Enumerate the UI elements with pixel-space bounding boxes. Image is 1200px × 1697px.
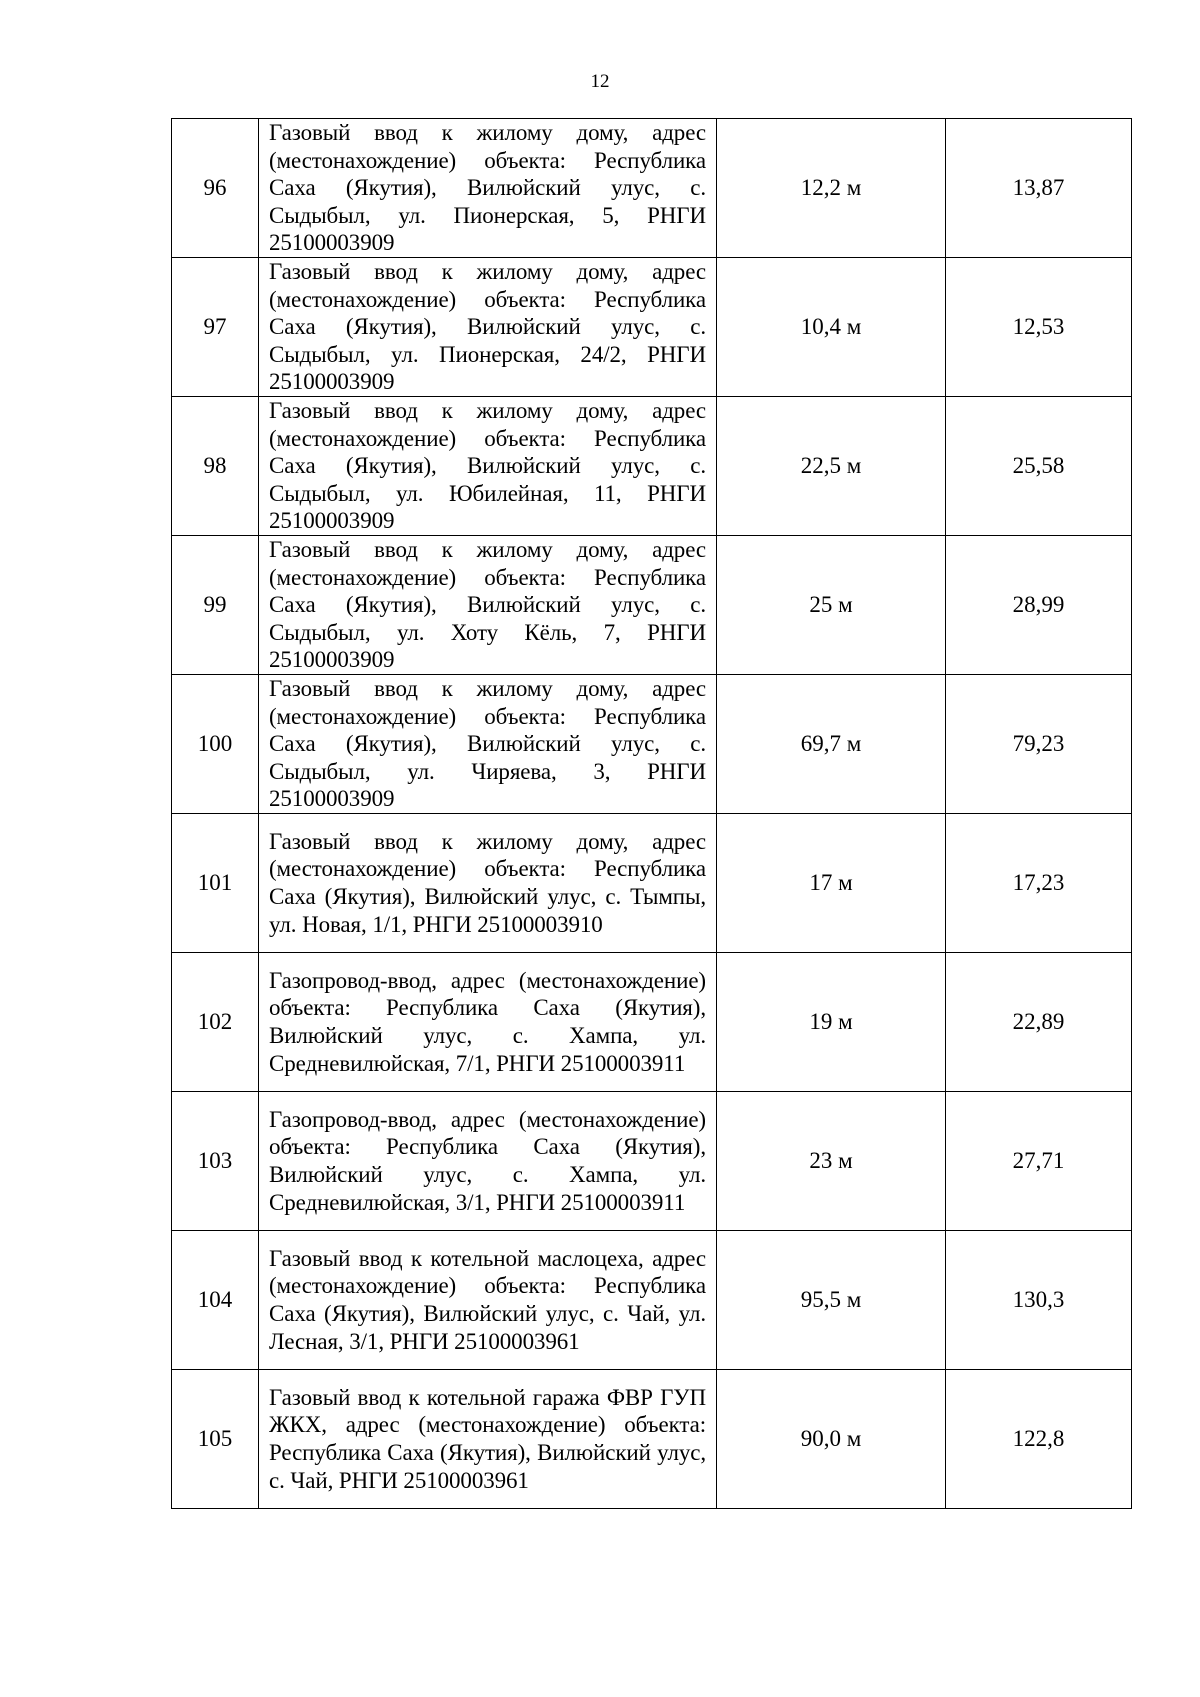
table-row bbox=[172, 675, 1132, 814]
row-value: 27,71 bbox=[946, 1092, 1132, 1231]
row-number: 96 bbox=[172, 119, 259, 258]
row-number: 99 bbox=[172, 536, 259, 675]
row-number: 98 bbox=[172, 397, 259, 536]
row-value: 12,53 bbox=[946, 258, 1132, 397]
table-row bbox=[172, 1231, 1132, 1370]
row-number: 97 bbox=[172, 258, 259, 397]
row-value: 122,8 bbox=[946, 1370, 1132, 1509]
page-number: 12 bbox=[590, 71, 610, 92]
row-value: 17,23 bbox=[946, 814, 1132, 953]
row-value: 79,23 bbox=[946, 675, 1132, 814]
row-length: 22,5 м bbox=[717, 397, 946, 536]
table-row bbox=[172, 258, 1132, 397]
row-description: Газовый ввод к жилому дому, адрес (местонахождение) объекта: Республика Саха (Якутия), Вилюйский улус, с. Сыдыбыл, ул. Юбилейная, 11, РНГИ 25100003909 bbox=[259, 397, 717, 536]
property-table bbox=[171, 118, 1132, 1509]
table-row bbox=[172, 814, 1132, 953]
row-value: 13,87 bbox=[946, 119, 1132, 258]
row-number: 102 bbox=[172, 953, 259, 1092]
row-number: 105 bbox=[172, 1370, 259, 1509]
row-length: 10,4 м bbox=[717, 258, 946, 397]
row-description: Газовый ввод к жилому дому, адрес (местонахождение) объекта: Республика Саха (Якутия), Вилюйский улус, с. Сыдыбыл, ул. Хоту Кёль, 7, РНГИ 25100003909 bbox=[259, 536, 717, 675]
row-length: 19 м bbox=[717, 953, 946, 1092]
row-length: 17 м bbox=[717, 814, 946, 953]
table-row bbox=[172, 953, 1132, 1092]
row-number: 101 bbox=[172, 814, 259, 953]
row-description: Газовый ввод к жилому дому, адрес (местонахождение) объекта: Республика Саха (Якутия), Вилюйский улус, с. Сыдыбыл, ул. Пионерская, 5, РНГИ 25100003909 bbox=[259, 119, 717, 258]
row-length: 25 м bbox=[717, 536, 946, 675]
row-value: 25,58 bbox=[946, 397, 1132, 536]
row-description: Газовый ввод к котельной гаража ФВР ГУП ЖКХ, адрес (местонахождение) объекта: Республика Саха (Якутия), Вилюйский улус, с. Чай, РНГИ 25100003961 bbox=[259, 1370, 717, 1509]
row-number: 104 bbox=[172, 1231, 259, 1370]
row-length: 12,2 м bbox=[717, 119, 946, 258]
table-row bbox=[172, 1092, 1132, 1231]
table-row bbox=[172, 119, 1132, 258]
row-description: Газовый ввод к жилому дому, адрес (местонахождение) объекта: Республика Саха (Якутия), Вилюйский улус, с. Тымпы, ул. Новая, 1/1, РНГИ 25100003910 bbox=[259, 814, 717, 953]
row-description: Газовый ввод к котельной маслоцеха, адрес (местонахождение) объекта: Республика Саха (Якутия), Вилюйский улус, с. Чай, ул. Лесная, 3/1, РНГИ 25100003961 bbox=[259, 1231, 717, 1370]
row-length: 23 м bbox=[717, 1092, 946, 1231]
table-row bbox=[172, 536, 1132, 675]
row-length: 90,0 м bbox=[717, 1370, 946, 1509]
row-length: 95,5 м bbox=[717, 1231, 946, 1370]
row-value: 130,3 bbox=[946, 1231, 1132, 1370]
row-value: 28,99 bbox=[946, 536, 1132, 675]
row-description: Газовый ввод к жилому дому, адрес (местонахождение) объекта: Республика Саха (Якутия), Вилюйский улус, с. Сыдыбыл, ул. Пионерская, 24/2, РНГИ 25100003909 bbox=[259, 258, 717, 397]
row-value: 22,89 bbox=[946, 953, 1132, 1092]
property-table-body bbox=[172, 119, 1132, 1509]
row-description: Газопровод-ввод, адрес (местонахождение) объекта: Республика Саха (Якутия), Вилюйский улус, с. Хампа, ул. Средневилюйская, 7/1, РНГИ 25100003911 bbox=[259, 953, 717, 1092]
table-row bbox=[172, 397, 1132, 536]
row-number: 103 bbox=[172, 1092, 259, 1231]
row-number: 100 bbox=[172, 675, 259, 814]
row-length: 69,7 м bbox=[717, 675, 946, 814]
row-description: Газовый ввод к жилому дому, адрес (местонахождение) объекта: Республика Саха (Якутия), Вилюйский улус, с. Сыдыбыл, ул. Чиряева, 3, РНГИ 25100003909 bbox=[259, 675, 717, 814]
row-description: Газопровод-ввод, адрес (местонахождение) объекта: Республика Саха (Якутия), Вилюйский улус, с. Хампа, ул. Средневилюйская, 3/1, РНГИ 25100003911 bbox=[259, 1092, 717, 1231]
table-row bbox=[172, 1370, 1132, 1509]
